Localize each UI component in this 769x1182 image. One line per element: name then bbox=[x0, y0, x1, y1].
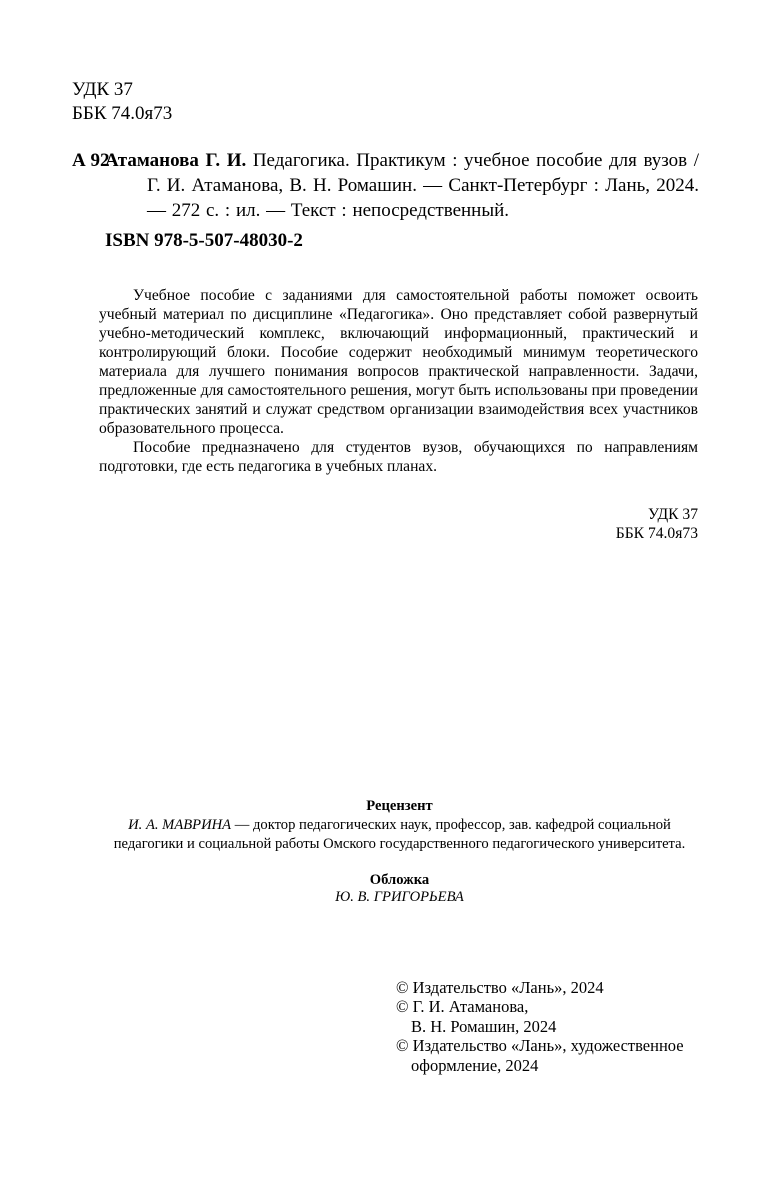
annotation bbox=[99, 286, 698, 476]
udk-code: УДК 37 bbox=[648, 506, 698, 523]
bibliographic-record bbox=[72, 148, 699, 223]
udk-code: УДК 37 bbox=[72, 79, 133, 100]
cover-designer: Ю. В. ГРИГОРЬЕВА bbox=[335, 889, 464, 905]
reviewer-name: И. А. МАВРИНА bbox=[128, 817, 232, 833]
bibliographic-description bbox=[105, 148, 699, 223]
book-description: Педагогика. Практикум : учебное пособие для вузов / Г. И. Атаманова, В. Н. Ромашин. — Санкт-Петербург : Лань, 2024. — 272 с. : ил. — Текст : непосредственный. bbox=[147, 150, 700, 221]
classification-codes bbox=[72, 78, 172, 126]
copyright-line: оформление, 2024 bbox=[411, 1055, 539, 1075]
copyright-line: © Издательство «Лань», 2024 bbox=[396, 978, 604, 997]
author-mark: А 92 bbox=[72, 150, 110, 171]
annotation-paragraph: Пособие предназначено для студентов вузов, обучающихся по направлениям подготовки, где есть педагогика в учебных планах. bbox=[99, 439, 698, 475]
copyright-line: © Г. И. Атаманова, bbox=[396, 997, 529, 1017]
reviewer-description: — доктор педагогических наук, профессор, зав. кафедрой социальной bbox=[231, 817, 671, 833]
cover-label: Обложка bbox=[369, 872, 430, 888]
bbk-code: ББК 74.0я73 bbox=[615, 525, 698, 542]
author-name: Атаманова Г. И. bbox=[105, 150, 247, 171]
annotation-paragraph: Учебное пособие с заданиями для самостоятельной работы поможет освоить учебный материал по дисциплине «Педагогика». Оно представляет собой развернутый учебно-методический комплекс, включающий информационный, практический и контролирующий блоки. Пособие содержит необходимый минимум теоретического материала для лучшего понимания вопросов практической направленности. Задачи, предложенные для самостоятельного решения, могут быть использованы при проведении практических занятий и служат средством организации взаимодействия всех участников образовательного процесса. bbox=[99, 287, 698, 437]
reviewer-affiliation: педагогики и социальной работы Омского государственного педагогического университета. bbox=[113, 836, 686, 852]
copyright-block bbox=[396, 978, 684, 1075]
annotation-classification bbox=[616, 505, 698, 543]
bbk-code: ББК 74.0я73 bbox=[72, 103, 173, 124]
reviewer-block bbox=[100, 797, 699, 854]
cover-block bbox=[100, 872, 699, 906]
copyright-line: © Издательство «Лань», художественное bbox=[396, 1036, 684, 1056]
copyright-line: В. Н. Ромашин, 2024 bbox=[411, 1016, 557, 1036]
reviewer-line bbox=[100, 816, 699, 835]
isbn: ISBN 978-5-507-48030-2 bbox=[105, 230, 303, 251]
reviewer-label: Рецензент bbox=[366, 798, 433, 814]
